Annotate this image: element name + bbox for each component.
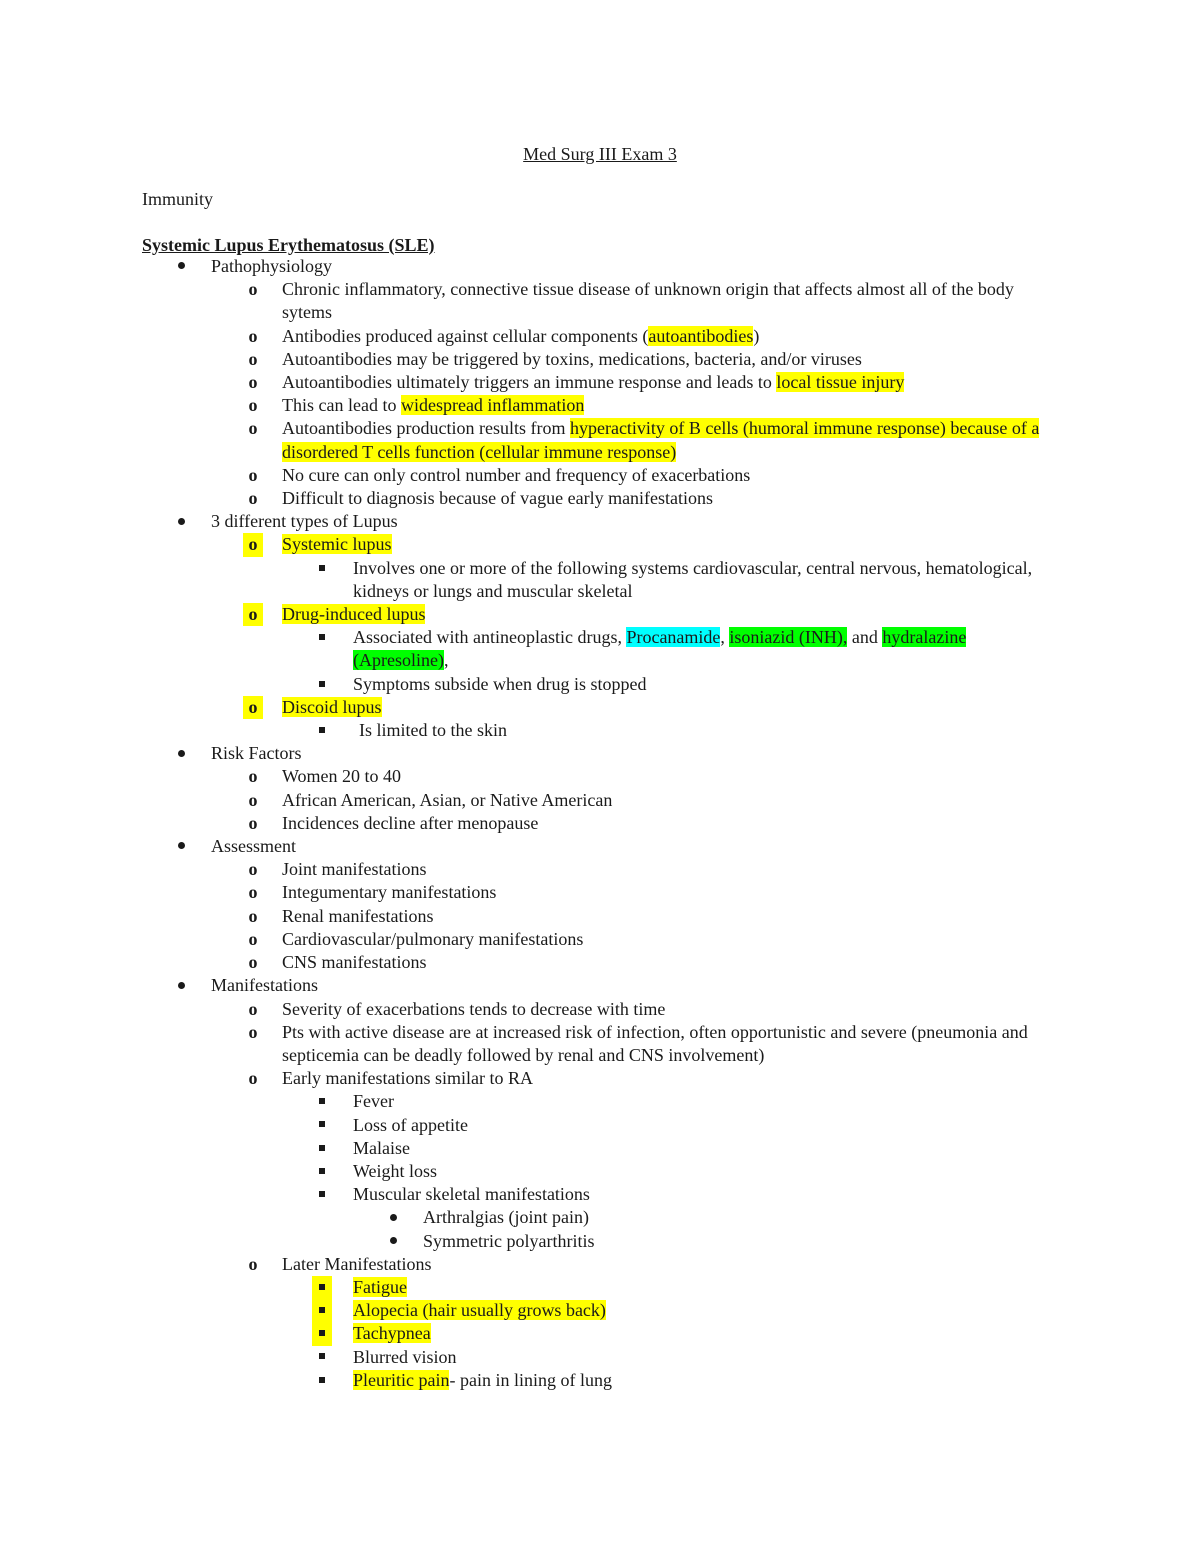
list-item: o Antibodies produced against cellular components (autoantibodies) xyxy=(0,325,1200,348)
list-item: Manifestations xyxy=(0,974,1200,997)
list-item: Fever xyxy=(0,1090,1200,1113)
highlight: Discoid lupus xyxy=(282,696,382,717)
highlight: hyperactivity of B cells (humoral immune response) because of a disordered T cells function (cellular immune response) xyxy=(282,418,1040,462)
bullet-icon: o xyxy=(248,789,258,810)
list-item: o Difficult to diagnosis because of vague early manifestations xyxy=(0,487,1200,510)
list-item xyxy=(0,603,1200,626)
bullet-icon: o xyxy=(248,928,258,949)
list-item: o Later Manifestations xyxy=(0,1253,1200,1276)
bullet-icon: o xyxy=(248,464,258,485)
outline xyxy=(0,255,1200,1392)
bullet-icon xyxy=(171,255,191,278)
bullet-icon: o xyxy=(248,905,258,926)
bullet-icon: o xyxy=(248,859,258,880)
list-item: Is limited to the skin xyxy=(0,719,1200,742)
list-item: Involves one or more of the following systems cardiovascular, central nervous, hematological, kidneys or lungs and muscular skeletal xyxy=(0,557,1200,603)
bullet-icon xyxy=(312,719,332,742)
bullet-icon: o xyxy=(248,1253,258,1274)
bullet-icon: o xyxy=(248,395,258,416)
bullet-icon xyxy=(312,1369,332,1392)
bullet-icon: o xyxy=(248,1068,258,1089)
highlight: local tissue injury xyxy=(776,372,905,393)
bullet-icon: o xyxy=(248,766,258,787)
list-item: o Integumentary manifestations xyxy=(0,881,1200,904)
bullet-icon: o xyxy=(248,488,258,509)
list-item: o Autoantibodies may be triggered by toxins, medications, bacteria, and/or viruses xyxy=(0,348,1200,371)
highlight: autoantibodies xyxy=(648,325,754,346)
list-item: o Cardiovascular/pulmonary manifestations xyxy=(0,928,1200,951)
list-item: Symptoms subside when drug is stopped xyxy=(0,673,1200,696)
highlight: hydralazine (Apresoline) xyxy=(353,627,967,671)
bullet-icon: o xyxy=(248,812,258,833)
bullet-icon: o xyxy=(243,603,263,626)
bullet-icon: o xyxy=(248,882,258,903)
list-item: Pathophysiology xyxy=(0,255,1200,278)
bullet-icon: o xyxy=(243,533,263,556)
list-item: Associated with antineoplastic drugs, Procanamide, isoniazid (INH), and hydralazine (Apresoline), xyxy=(0,626,1200,672)
bullet-icon xyxy=(171,742,191,765)
list-item: 3 different types of Lupus xyxy=(0,510,1200,533)
list-item: Symmetric polyarthritis xyxy=(0,1230,1200,1253)
list-item: Weight loss xyxy=(0,1160,1200,1183)
bullet-icon xyxy=(312,626,332,649)
list-item xyxy=(0,533,1200,556)
bullet-icon xyxy=(171,835,191,858)
bullet-icon: o xyxy=(248,325,258,346)
bullet-icon xyxy=(171,974,191,997)
bullet-icon xyxy=(383,1206,403,1229)
bullet-icon xyxy=(312,1137,332,1160)
list-item: Risk Factors xyxy=(0,742,1200,765)
list-item: o African American, Asian, or Native American xyxy=(0,789,1200,812)
topic-heading: Systemic Lupus Erythematosus (SLE) xyxy=(142,235,435,255)
list-item xyxy=(0,1322,1200,1345)
list-item: o Autoantibodies ultimately triggers an immune response and leads to local tissue injury xyxy=(0,371,1200,394)
bullet-icon: o xyxy=(248,952,258,973)
bullet-icon xyxy=(383,1230,403,1253)
list-item: Pleuritic pain- pain in lining of lung xyxy=(0,1369,1200,1392)
bullet-icon: o xyxy=(248,418,258,439)
list-item xyxy=(0,696,1200,719)
list-item: o Early manifestations similar to RA xyxy=(0,1067,1200,1090)
list-item: Blurred vision xyxy=(0,1346,1200,1369)
highlight: Alopecia (hair usually grows back) xyxy=(353,1300,606,1321)
list-item: Muscular skeletal manifestations xyxy=(0,1183,1200,1206)
highlight: widespread inflammation xyxy=(400,395,585,416)
list-item: o CNS manifestations xyxy=(0,951,1200,974)
list-item: o No cure can only control number and frequency of exacerbations xyxy=(0,464,1200,487)
list-item: o Chronic inflammatory, connective tissue disease of unknown origin that affects almost all of the body sytems xyxy=(0,278,1200,324)
highlight: Procanamide xyxy=(626,627,721,648)
list-item: o Pts with active disease are at increased risk of infection, often opportunistic and severe (pneumonia and septicemia can be deadly followed by renal and CNS involvement) xyxy=(0,1021,1200,1067)
list-item: o Autoantibodies production results from hyperactivity of B cells (humoral immune response) because of a disordered T cells function (cellular immune response) xyxy=(0,417,1200,463)
highlight: Systemic lupus xyxy=(282,534,392,555)
list-item xyxy=(0,1276,1200,1299)
list-item: o Women 20 to 40 xyxy=(0,765,1200,788)
bullet-icon xyxy=(312,1299,332,1322)
list-item: Arthralgias (joint pain) xyxy=(0,1206,1200,1229)
highlight: Pleuritic pain xyxy=(353,1369,450,1390)
bullet-icon: o xyxy=(248,279,258,300)
section-label: Immunity xyxy=(142,189,213,209)
bullet-icon: o xyxy=(243,696,263,719)
bullet-icon xyxy=(312,1183,332,1206)
bullet-icon xyxy=(312,673,332,696)
list-item: o Renal manifestations xyxy=(0,905,1200,928)
list-item: o Joint manifestations xyxy=(0,858,1200,881)
bullet-icon xyxy=(312,1346,332,1369)
list-item: o Incidences decline after menopause xyxy=(0,812,1200,835)
bullet-icon xyxy=(312,1160,332,1183)
bullet-icon: o xyxy=(248,1021,258,1042)
bullet-icon xyxy=(312,1114,332,1137)
list-item: Malaise xyxy=(0,1137,1200,1160)
highlight: Fatigue xyxy=(353,1276,407,1297)
bullet-icon xyxy=(171,510,191,533)
highlight: Tachypnea xyxy=(353,1323,431,1344)
highlight: Drug-induced lupus xyxy=(282,604,426,625)
bullet-icon xyxy=(312,557,332,580)
list-item: Assessment xyxy=(0,835,1200,858)
bullet-icon xyxy=(312,1276,332,1299)
list-item: o This can lead to widespread inflammation xyxy=(0,394,1200,417)
bullet-icon: o xyxy=(248,372,258,393)
list-item: Loss of appetite xyxy=(0,1114,1200,1137)
bullet-icon xyxy=(312,1090,332,1113)
bullet-icon: o xyxy=(248,348,258,369)
document-title: Med Surg III Exam 3 xyxy=(523,144,677,164)
list-item: o Severity of exacerbations tends to decrease with time xyxy=(0,998,1200,1021)
bullet-icon xyxy=(312,1322,332,1345)
bullet-icon: o xyxy=(248,998,258,1019)
highlight: isoniazid (INH), xyxy=(729,627,848,648)
list-item xyxy=(0,1299,1200,1322)
